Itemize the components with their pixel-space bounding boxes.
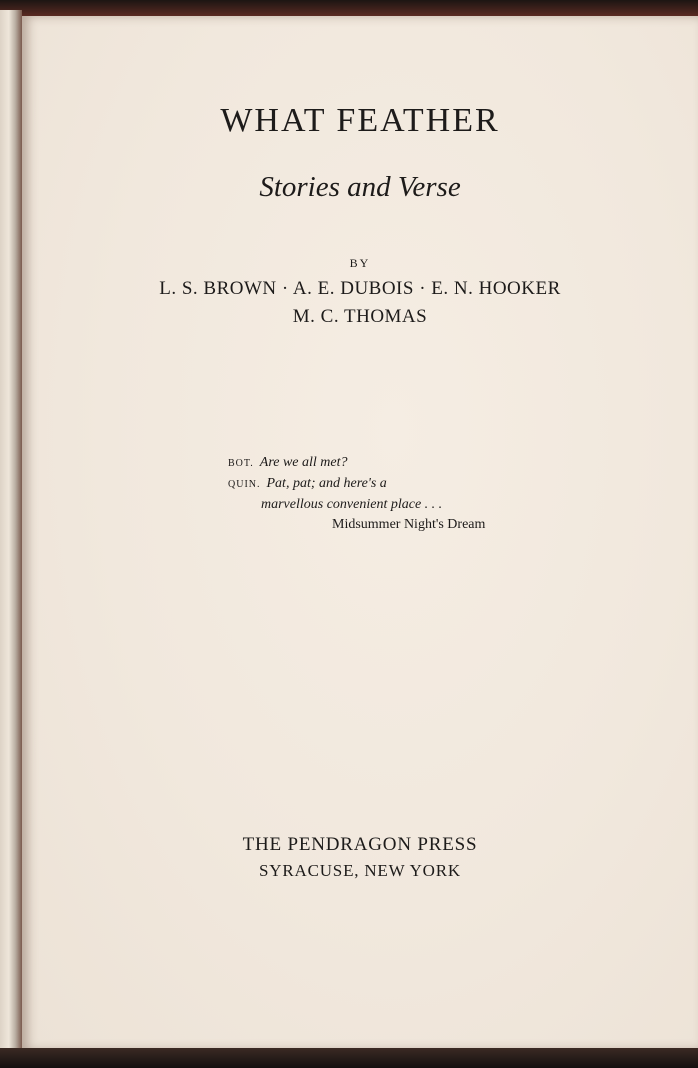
epigraph-text-2: Pat, pat; and here's a [266, 476, 387, 491]
book-title: WHAT FEATHER [220, 102, 500, 139]
epigraph-line-1 [228, 453, 588, 474]
epigraph-text-1: Are we all met? [259, 455, 348, 470]
epigraph [228, 453, 588, 535]
publisher-name: THE PENDRAGON PRESS [242, 834, 478, 855]
epigraph-text-3: marvellous convenient place . . . [261, 497, 443, 512]
top-edge [0, 0, 698, 16]
authors-line-2: M. C. THOMAS [292, 306, 428, 327]
authors-line-1: L. S. BROWN · A. E. DUBOIS · E. N. HOOKER [159, 278, 561, 299]
speaker-quin: QUIN. [228, 479, 261, 490]
by-label: BY [349, 256, 371, 270]
publisher-location: SYRACUSE, NEW YORK [259, 861, 461, 880]
speaker-bot: BOT. [228, 458, 254, 469]
epigraph-source: Midsummer Night's Dream [332, 517, 486, 532]
title-page [22, 16, 698, 1050]
binding-edge [0, 10, 22, 1050]
epigraph-line-2 [228, 474, 588, 495]
book-subtitle: Stories and Verse [259, 171, 461, 203]
bottom-edge [0, 1048, 698, 1068]
